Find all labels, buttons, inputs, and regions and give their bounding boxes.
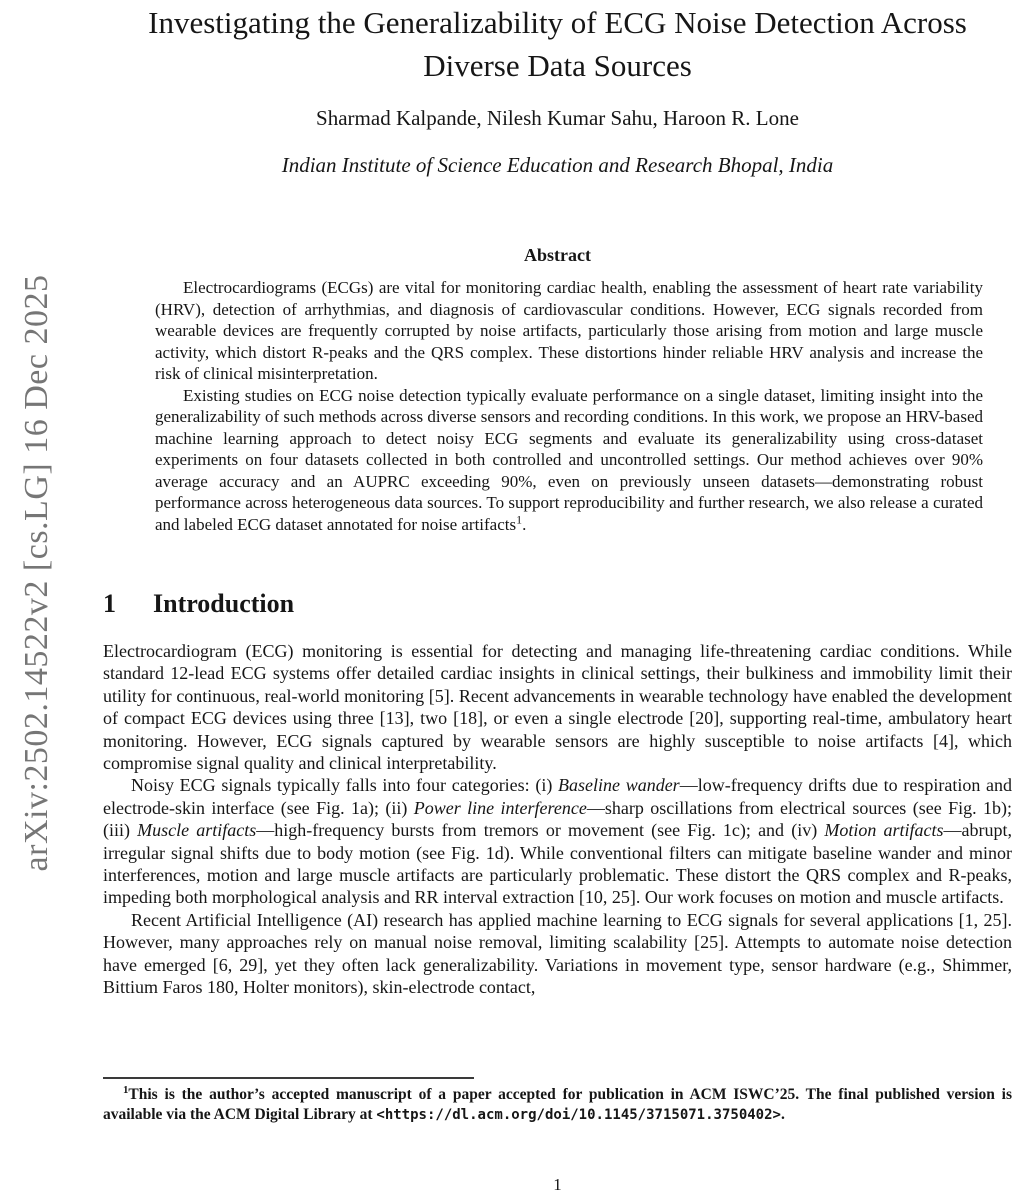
- footnote-divider: [103, 1077, 474, 1079]
- introduction-text: [103, 640, 1012, 999]
- section-number: 1: [103, 589, 116, 618]
- affiliation-line: Indian Institute of Science Education and Research Bhopal, India: [281, 153, 834, 177]
- abstract-paragraph-2-period: .: [522, 514, 527, 534]
- term-power-line-interference: Power line interference: [413, 797, 587, 818]
- authors-line: Sharmad Kalpande, Nilesh Kumar Sahu, Haroon R. Lone: [316, 106, 799, 130]
- abstract-paragraph-2: [155, 385, 983, 536]
- abstract-body: [155, 277, 983, 535]
- intro-p2-seg: —low-frequency drifts due to respiration and electrode-skin interface (see Fig. 1a); (ii): [103, 775, 1012, 818]
- intro-p2-seg: —abrupt, irregular signal shifts due to body motion (see Fig. 1d). While conventional filters can mitigate baseline wander and minor interferences, motion and large muscle artifacts are particularly problematic. These distort the QRS complex and R-peaks, impeding both morphological analysis and RR interval extraction [10, 25]. Our work focuses on motion and muscle artifacts.: [103, 820, 1013, 908]
- intro-paragraph-1: Electrocardiogram (ECG) monitoring is essential for detecting and managing life-threatening cardiac conditions. While standard 12-lead ECG systems offer detailed cardiac insights in clinical settings, their bulkiness and immobility limit their utility for continuous, real-world monitoring [5]. Recent advancements in wearable technology have enabled the development of compact ECG devices using three [13], two [18], or even a single electrode [20], supporting real-time, ambulatory heart monitoring. However, ECG signals captured by wearable sensors are highly susceptible to noise artifacts [4], which compromise signal quality and clinical interpretability.: [103, 641, 1012, 774]
- footnote-text-end: .: [780, 1105, 785, 1123]
- footnote-marker: 1: [123, 1083, 129, 1096]
- footnote-reference-mark: 1: [516, 511, 523, 526]
- footnote: [103, 1085, 1012, 1125]
- intro-paragraph-3: Recent Artificial Intelligence (AI) research has applied machine learning to ECG signals for several applications [1, 25]. However, many approaches rely on manual noise removal, limiting scalability [25]. Attempts to automate noise detection have emerged [6, 29], yet they often lack generalizability. Variations in movement type, sensor hardware (e.g., Shimmer, Bittium Faros 180, Holter monitors), skin-electrode contact,: [103, 909, 1012, 998]
- term-motion-artifacts: Motion artifacts: [824, 820, 944, 841]
- footnote-url-link[interactable]: <https://dl.acm.org/doi/10.1145/3715071.3750402>: [376, 1106, 781, 1123]
- paper-title-line-1: Investigating the Generalizability of ECG Noise Detection Across: [148, 5, 967, 40]
- page-number: 1: [553, 1175, 562, 1194]
- paper-title: [103, 1, 1012, 87]
- intro-p2-seg: —sharp oscillations from electrical sources (see Fig. 1b); (iii): [103, 797, 1012, 841]
- section-heading-introduction: [103, 589, 294, 619]
- section-title: Introduction: [153, 589, 295, 618]
- term-baseline-wander: Baseline wander: [558, 775, 680, 796]
- intro-paragraph-2: [103, 774, 1012, 908]
- abstract-paragraph-2-text: Existing studies on ECG noise detection typically evaluate performance on a single dataset, limiting insight into the generalizability of such methods across diverse sensors and recording conditions. In this work, we propose an HRV-based machine learning approach to detect noisy ECG segments and evaluate its generalizability using cross-dataset experiments on four datasets collected in both controlled and uncontrolled settings. Our method achieves over 90% average accuracy and an AUPRC exceeding 90%, even on previously unseen datasets—demonstrating robust performance across heterogeneous data sources. To support reproducibility and further research, we also release a curated and labeled ECG dataset annotated for noise artifacts: [155, 385, 983, 534]
- term-muscle-artifacts: Muscle artifacts: [137, 820, 257, 841]
- intro-p2-seg: —high-frequency bursts from tremors or movement (see Fig. 1c); and (iv): [256, 820, 825, 841]
- abstract-paragraph-1: Electrocardiograms (ECGs) are vital for monitoring cardiac health, enabling the assessment of heart rate variability (HRV), detection of arrhythmias, and diagnosis of cardiovascular conditions. However, ECG signals recorded from wearable devices are frequently corrupted by noise artifacts, particularly those arising from motion and large muscle activity, which distort R-peaks and the QRS complex. These distortions hinder reliable HRV analysis and increase the risk of clinical misinterpretation.: [155, 278, 983, 383]
- paper-title-line-2: Diverse Data Sources: [423, 48, 692, 83]
- abstract-heading: Abstract: [524, 245, 591, 265]
- intro-p2-seg: Noisy ECG signals typically falls into four categories: (i): [131, 775, 559, 796]
- arxiv-watermark: arXiv:2502.14522v2 [cs.LG] 16 Dec 2025: [18, 274, 55, 872]
- footnote-text: This is the author’s accepted manuscript of a paper accepted for publication in ACM ISWC’25. The final published version is available via the ACM Digital Library at: [103, 1086, 1012, 1123]
